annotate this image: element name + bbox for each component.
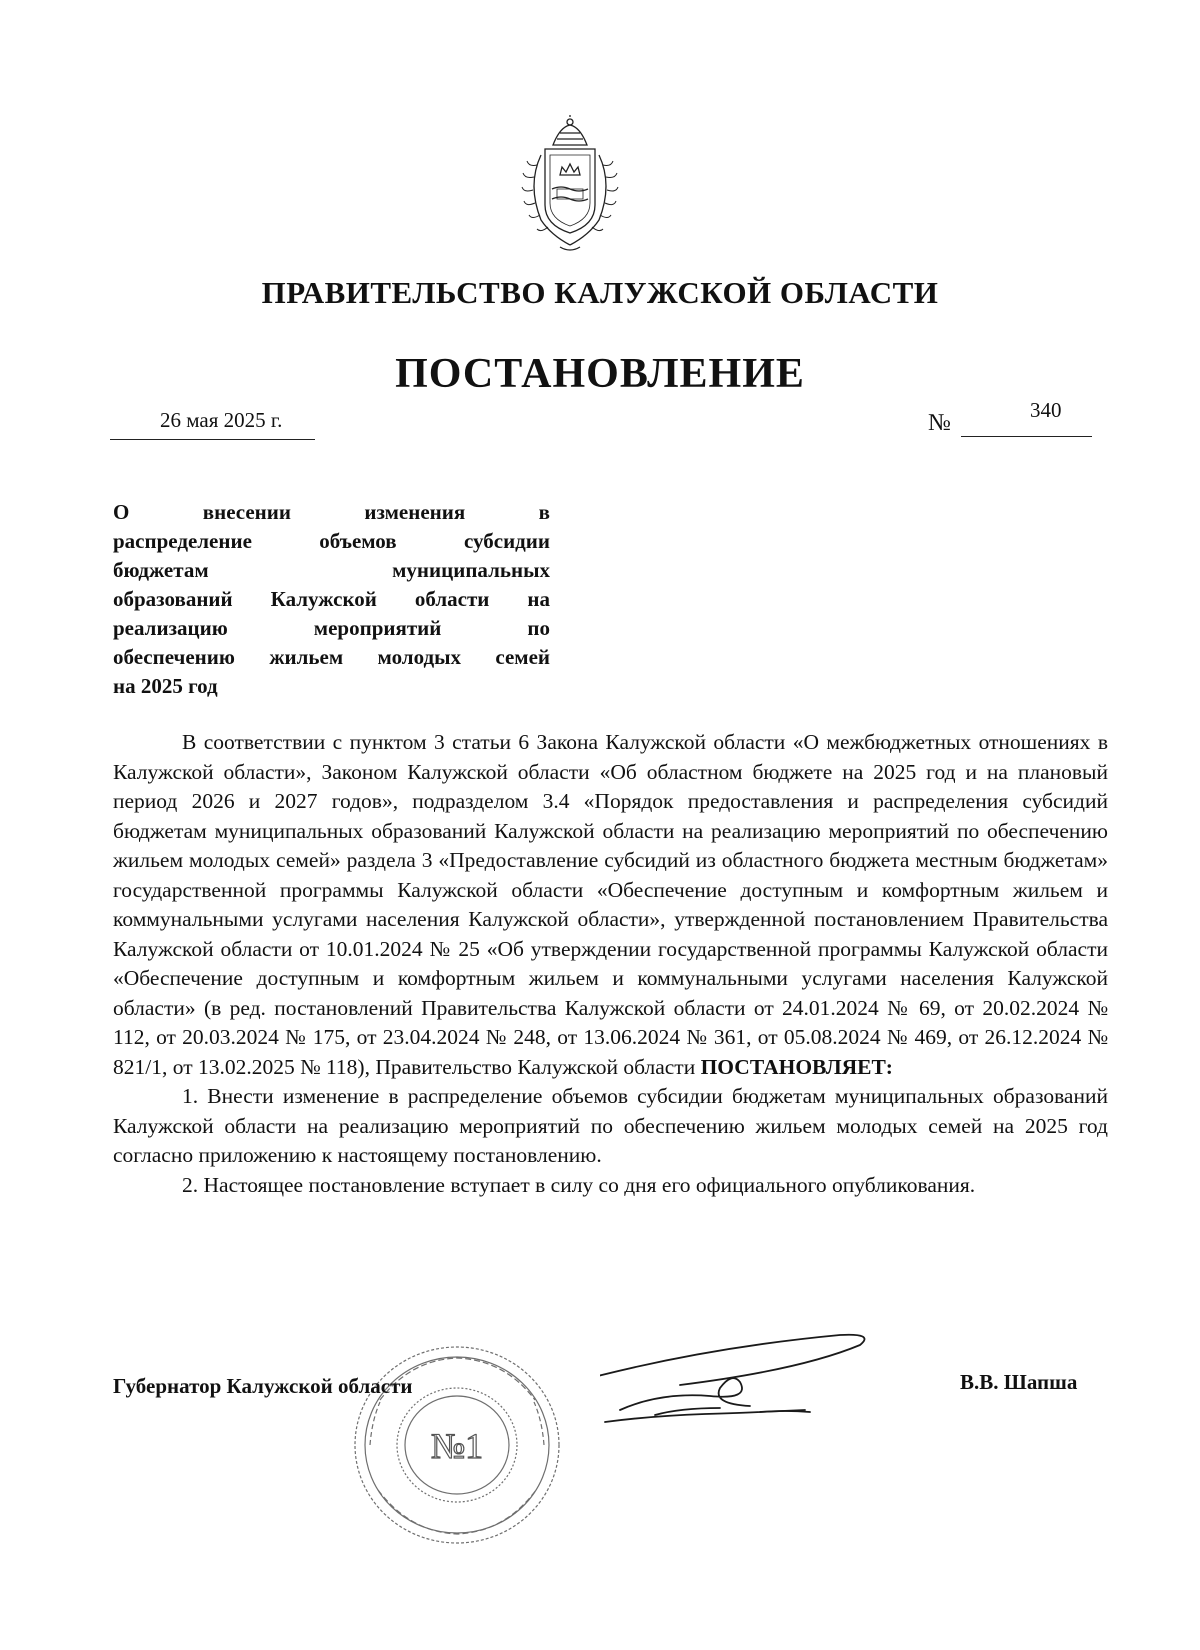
subject-line: реализацию мероприятий по: [113, 616, 550, 640]
seal-number: №1: [430, 1426, 484, 1466]
official-seal: [350, 1340, 565, 1550]
document-subject: [113, 498, 550, 701]
document-date: 26 мая 2025 г.: [160, 408, 283, 432]
organization-name: ПРАВИТЕЛЬСТВО КАЛУЖСКОЙ ОБЛАСТИ: [261, 275, 939, 310]
document-body: [113, 728, 1108, 1200]
subject-line: О внесении изменения в: [113, 500, 550, 524]
decree-word: ПОСТАНОВЛЯЕТ:: [700, 1054, 893, 1079]
document-type-title: ПОСТАНОВЛЕНИЕ: [395, 351, 805, 397]
preamble-paragraph: [113, 728, 1108, 1082]
subject-line: обеспечению жильем молодых семей: [113, 645, 550, 669]
document-number: 340: [1030, 398, 1062, 422]
number-label: №: [928, 410, 951, 436]
handwritten-signature: [600, 1330, 930, 1440]
signer-title: Губернатор Калужской области: [113, 1374, 413, 1398]
document-date-field: [110, 408, 315, 440]
subject-line: бюджетам муниципальных: [113, 558, 550, 582]
item-1-paragraph: 1. Внести изменение в распределение объемов субсидии бюджетам муниципальных образований Калужской области на реализацию мероприятий по обеспечению жильем молодых семей на 2025 год согласно приложению к настоящему постановлению.: [113, 1084, 1108, 1167]
subject-line: образований Калужской области на: [113, 587, 550, 611]
coat-of-arms-emblem: [515, 115, 625, 255]
subject-line: распределение объемов субсидии: [113, 529, 550, 553]
number-underline: [961, 436, 1092, 437]
preamble-text: В соответствии с пунктом 3 статьи 6 Закона Калужской области «О межбюджетных отношениях в Калужской области», Законом Калужской области «Об областном бюджете на 2025 год и на плановый период 2026 и 2027 годов», подразделом 3.4 «Порядок предоставления и распределения субсидий бюджетам муниципальных образований Калужской области на реализацию мероприятий по обеспечению жильем молодых семей» раздела 3 «Предоставление субсидий из областного бюджета местным бюджетам» государственной программы Калужской области «Обеспечение доступным и комфортным жильем и коммунальными услугами населения Калужской области», утвержденной постановлением Правительства Калужской области от 10.01.2024 № 25 «Об утверждении государственной программы Калужской области «Обеспечение доступным и комфортным жильем и коммунальными услугами населения Калужской области» (в ред. постановлений Правительства Калужской области от 24.01.2024 № 69, от 20.02.2024 № 112, от 20.03.2024 № 175, от 23.04.2024 № 248, от 13.06.2024 № 361, от 05.08.2024 № 469, от 26.12.2024 № 821/1, от 13.02.2025 № 118), Правительство Калужской области: [113, 730, 1108, 1079]
item-2-paragraph: 2. Настоящее постановление вступает в силу со дня его официального опубликования.: [182, 1172, 976, 1197]
subject-line: на 2025 год: [113, 674, 218, 698]
signer-name: В.В. Шапша: [960, 1370, 1078, 1394]
